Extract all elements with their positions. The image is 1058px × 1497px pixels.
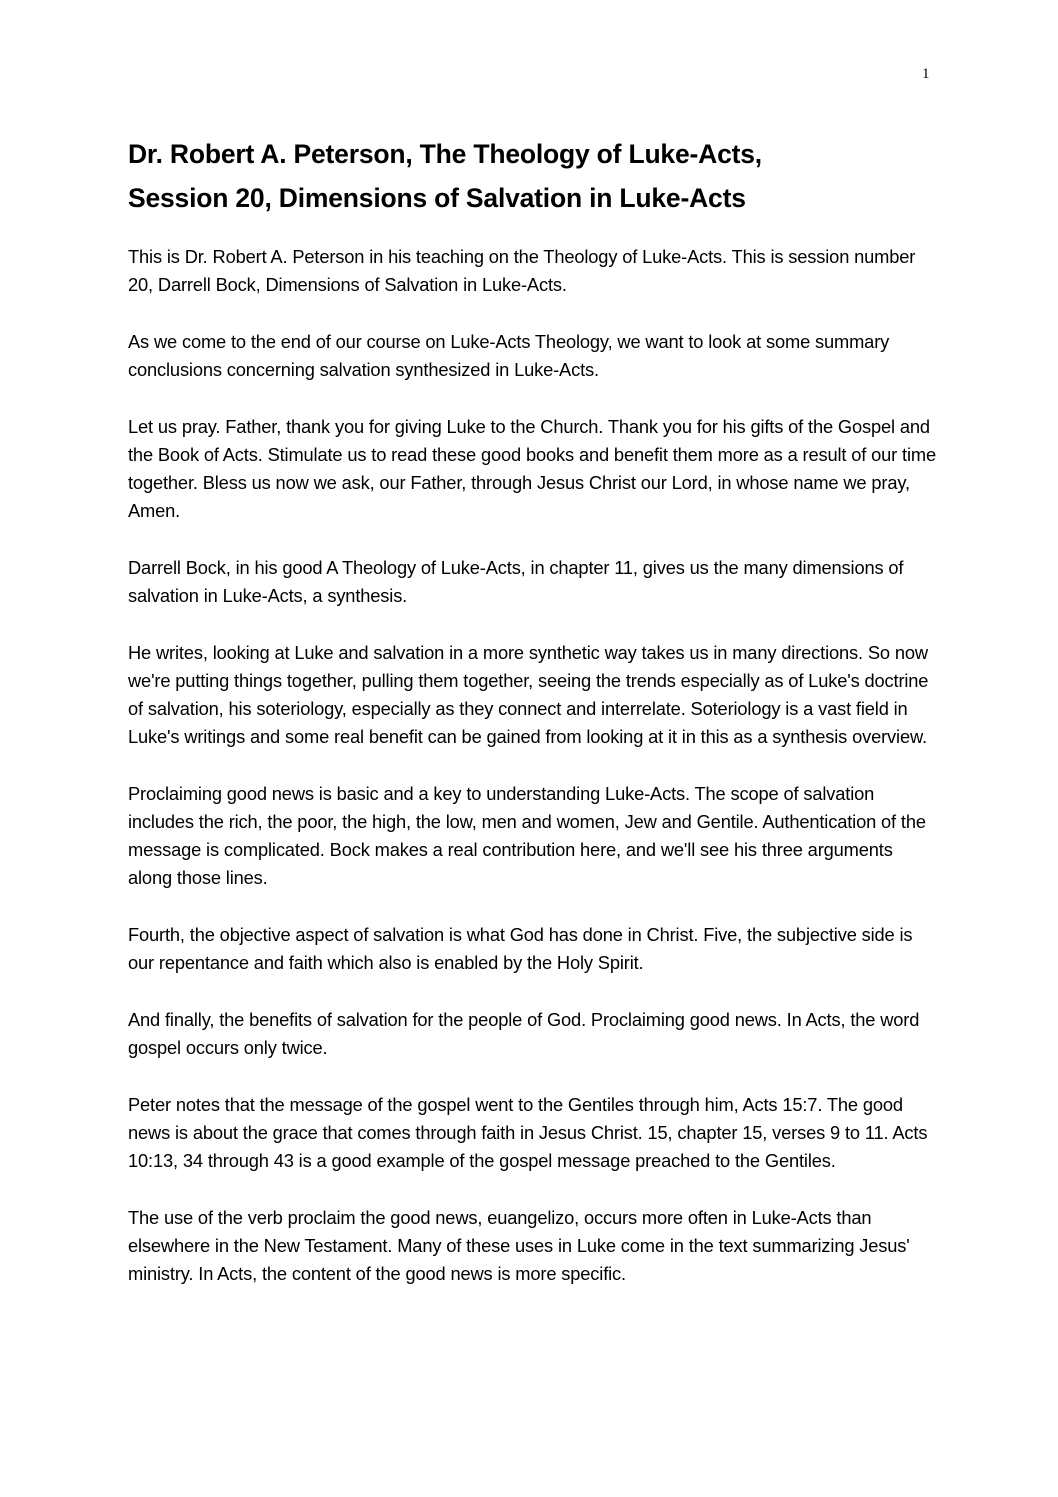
paragraph: Fourth, the objective aspect of salvation is what God has done in Christ. Five, the subjective side is our repentance and faith which also is enabled by the Holy Spirit. (128, 924, 913, 973)
paragraph: He writes, looking at Luke and salvation in a more synthetic way takes us in many directions. So now we're putting things together, pulling them together, seeing the trends especially as of Luke's doctrine of salvation, his soteriology, especially as they connect and interrelate. Soteriology is a vast field in Luke's writings and some real benefit can be gained from looking at it in this as a synthesis overview. (128, 642, 929, 747)
paragraph: Let us pray. Father, thank you for giving Luke to the Church. Thank you for his gifts of the Gospel and the Book of Acts. Stimulate us to read these good books and benefit them more as a result of our time together. Bless us now we ask, our Father, through Jesus Christ our Lord, in whose name we pray, Amen. (128, 416, 936, 521)
paragraph: Proclaiming good news is basic and a key to understanding Luke-Acts. The scope of salvation includes the rich, the poor, the high, the low, men and women, Jew and Gentile. Authentication of the message is complicated. Bock makes a real contribution here, and we'll see his three arguments along those lines. (128, 783, 926, 888)
paragraph: As we come to the end of our course on Luke-Acts Theology, we want to look at some summary conclusions concerning salvation synthesized in Luke-Acts. (128, 331, 890, 380)
title-line-1: Dr. Robert A. Peterson, The Theology of Luke-Acts, (128, 139, 762, 169)
page-number: 1 (922, 66, 930, 82)
paragraph: This is Dr. Robert A. Peterson in his teaching on the Theology of Luke-Acts. This is session number 20, Darrell Bock, Dimensions of Salvation in Luke-Acts. (128, 246, 916, 295)
document-title (128, 132, 948, 220)
paragraph: Darrell Bock, in his good A Theology of Luke-Acts, in chapter 11, gives us the many dimensions of salvation in Luke-Acts, a synthesis. (128, 557, 904, 606)
document-body (128, 243, 936, 1317)
paragraph: Peter notes that the message of the gospel went to the Gentiles through him, Acts 15:7. The good news is about the grace that comes through faith in Jesus Christ. 15, chapter 15, verses 9 to 11. Acts 10:13, 34 through 43 is a good example of the gospel message preached to the Gentiles. (128, 1094, 928, 1171)
paragraph: And finally, the benefits of salvation for the people of God. Proclaiming good news. In Acts, the word gospel occurs only twice. (128, 1009, 920, 1058)
title-line-2: Session 20, Dimensions of Salvation in Luke-Acts (128, 183, 746, 213)
paragraph: The use of the verb proclaim the good news, euangelizo, occurs more often in Luke-Acts than elsewhere in the New Testament. Many of these uses in Luke come in the text summarizing Jesus' ministry. In Acts, the content of the good news is more specific. (128, 1207, 910, 1284)
